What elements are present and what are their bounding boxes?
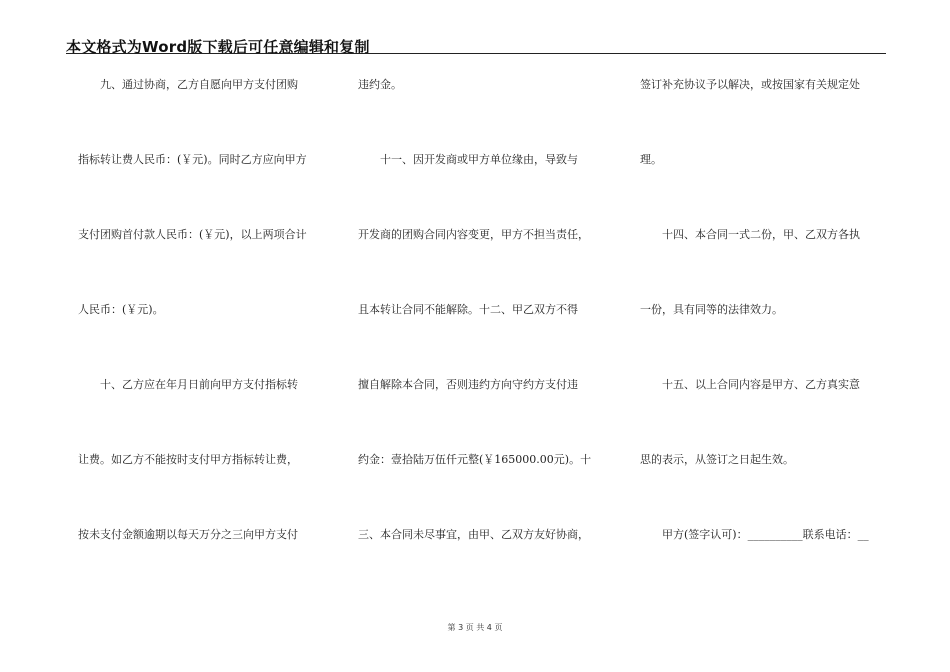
- page-number-footer: 第 3 页 共 4 页: [447, 623, 503, 632]
- text-line: 十五、以上合同内容是甲方、乙方真实意: [662, 378, 860, 391]
- document-header-title: 本文格式为Word版下载后可任意编辑和复制: [66, 38, 370, 56]
- text-line: 十一、因开发商或甲方单位缘由，导致与: [380, 153, 578, 166]
- text-line: 擅自解除本合同，否则违约方向守约方支付违: [358, 378, 578, 391]
- text-line: 三、本合同未尽事宜，由甲、乙双方友好协商，: [358, 528, 589, 541]
- text-line: 十、乙方应在年月日前向甲方支付指标转: [100, 378, 298, 391]
- text-line: 九、通过协商，乙方自愿向甲方支付团购: [100, 78, 298, 91]
- text-line: 支付团购首付款人民币：(￥元)，以上两项合计: [78, 228, 307, 241]
- text-line: 甲方(签字认可)：__________联系电话：__: [662, 528, 869, 541]
- text-line: 思的表示，从签订之日起生效。: [640, 453, 794, 466]
- text-line: 让费。如乙方不能按时支付甲方指标转让费，: [78, 453, 298, 466]
- text-line: 约金：壹拾陆万伍仟元整(￥165000.00元)。十: [358, 453, 592, 466]
- text-line: 理。: [640, 153, 662, 166]
- text-line: 人民币：(￥元)。: [78, 303, 164, 316]
- text-line: 且本转让合同不能解除。十二、甲乙双方不得: [358, 303, 578, 316]
- header-divider: [66, 53, 886, 54]
- text-line: 指标转让费人民币：(￥元)。同时乙方应向甲方: [78, 153, 307, 166]
- text-line: 签订补充协议予以解决，或按国家有关规定处: [640, 78, 860, 91]
- text-line: 一份，具有同等的法律效力。: [640, 303, 783, 316]
- text-line: 违约金。: [358, 78, 402, 91]
- text-line: 按未支付金额逾期以每天万分之三向甲方支付: [78, 528, 298, 541]
- text-line: 十四、本合同一式二份，甲、乙双方各执: [662, 228, 860, 241]
- text-line: 开发商的团购合同内容变更，甲方不担当责任，: [358, 228, 589, 241]
